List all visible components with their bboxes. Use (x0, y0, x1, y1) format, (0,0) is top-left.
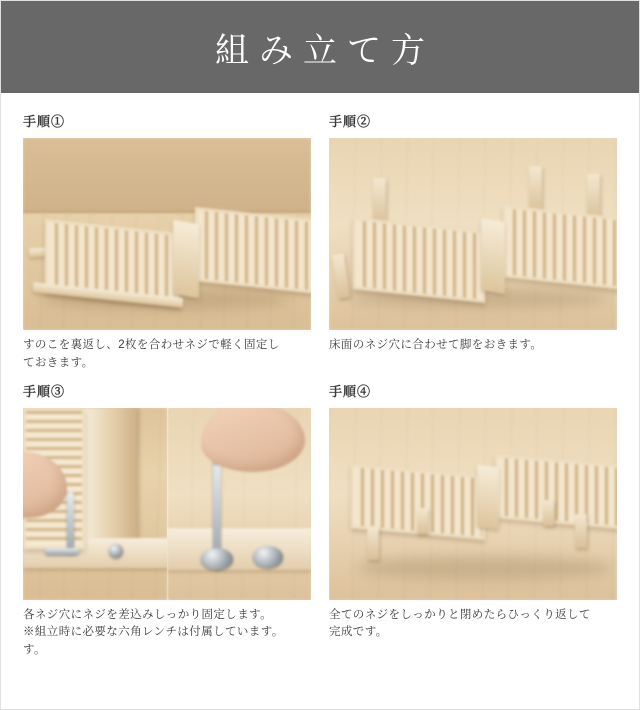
step3-photo-left (23, 408, 169, 600)
step-1-label: 手順① (23, 114, 66, 129)
screw-head (109, 544, 123, 558)
screw-head-left (201, 548, 233, 570)
step-3-caption-line-3: す。 (23, 644, 46, 657)
leg-rear-left (417, 508, 428, 534)
step2-photo-scene (329, 138, 617, 330)
leg-front-left (367, 526, 379, 560)
step-2-caption-line-1: 床面のネジ穴に合わせて脚をおきます。 (329, 339, 543, 351)
step3-left-scene (23, 408, 167, 600)
step-4-caption-line-2: 完成です。 (329, 626, 388, 639)
step-2-label: 手順② (329, 114, 372, 129)
page-title: 組み立て方 (215, 31, 435, 70)
page-header (1, 1, 639, 93)
leg-front-right (575, 514, 587, 548)
step3-photo-right (167, 408, 311, 600)
slat-panel-right (495, 454, 617, 530)
step-4-caption-line-1: 全てのネジをしっかりと閉めたらひっくり返して (329, 608, 591, 621)
step4-photo (329, 408, 617, 600)
step-1-caption (23, 337, 311, 373)
step3-right-scene (167, 408, 311, 600)
step4-photo-scene (329, 408, 617, 600)
step-4-label: 手順④ (329, 383, 372, 399)
hex-wrench-handle (45, 548, 79, 555)
screw-head-right (253, 546, 283, 568)
step-3 (23, 381, 311, 660)
step-3-label: 手順③ (23, 383, 66, 399)
leg-rear-right (543, 500, 554, 526)
leg-rear-right (529, 166, 542, 214)
step-4 (329, 381, 617, 660)
step3-photo (23, 408, 311, 600)
step-3-caption-line-1: 各ネジ穴にネジを差込みしっかり固定します。 (23, 608, 272, 621)
bed-shadow (355, 556, 613, 580)
vertical-post (85, 408, 137, 550)
step1-photo (23, 138, 311, 330)
step-2 (329, 111, 617, 373)
hex-wrench-vertical (67, 492, 74, 554)
step-3-caption-line-2: ※組立時に必要な六角レンチは付属しています。 (23, 626, 284, 639)
back-wall (23, 138, 311, 213)
step1-photo-scene (23, 138, 311, 330)
step-2-caption (329, 337, 617, 355)
step-4-caption (329, 607, 617, 643)
center-joint-rail (173, 220, 199, 299)
step-1-caption-line-1: すのこを裏返し、2枚を合わせネジで軽く固定し (23, 339, 280, 351)
slat-panel-left (353, 217, 485, 303)
step-1 (23, 111, 311, 373)
step2-photo (329, 138, 617, 330)
step-3-caption (23, 607, 311, 660)
hand-holding-wrench (201, 408, 305, 472)
center-joint-rail (481, 218, 505, 294)
step-1-caption-line-2: ておきます。 (23, 356, 94, 369)
slat-panel-right (503, 205, 617, 291)
steps-grid (1, 93, 639, 660)
base-board (167, 528, 311, 570)
center-joint-rail (477, 464, 499, 529)
slat-panel-right (195, 207, 311, 295)
